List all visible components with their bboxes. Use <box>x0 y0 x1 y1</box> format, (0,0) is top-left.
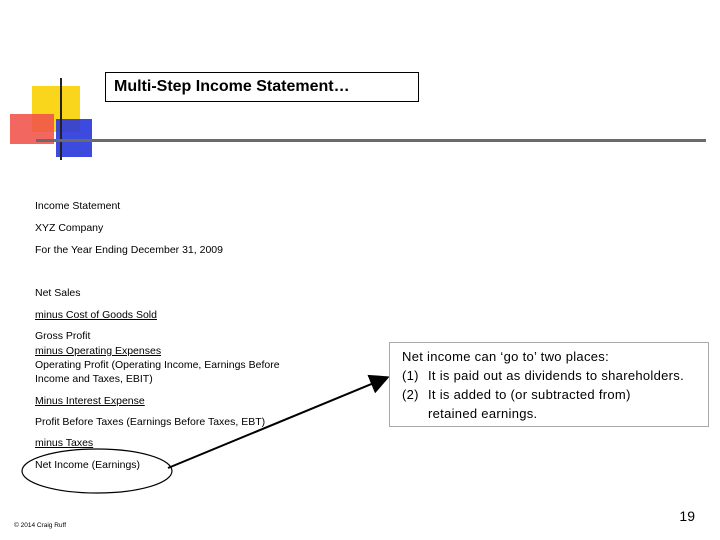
line-net-income: Net Income (Earnings) <box>35 459 141 471</box>
statement-company: XYZ Company <box>35 222 104 234</box>
line-taxes: minus Taxes <box>35 437 94 449</box>
note-item <box>402 366 698 385</box>
net-income-ellipse <box>22 449 172 493</box>
line-operating-profit-2: Income and Taxes, EBIT) <box>35 373 153 385</box>
statement-heading: Income Statement <box>35 200 121 212</box>
note-item-text: retained earnings. <box>428 406 538 421</box>
line-cogs: minus Cost of Goods Sold <box>35 309 157 321</box>
note-item-number: (2) <box>402 387 419 402</box>
note-item-text: It is paid out as dividends to shareholders. <box>428 368 685 383</box>
copyright-notice: © 2014 Craig Ruff <box>14 522 67 529</box>
note-item <box>402 404 698 423</box>
net-income-note <box>389 342 709 427</box>
line-gross-profit: Gross Profit <box>35 330 91 342</box>
statement-period: For the Year Ending December 31, 2009 <box>35 244 223 256</box>
slide-title-text: Multi-Step Income Statement… <box>114 78 350 95</box>
line-ebt: Profit Before Taxes (Earnings Before Taxes, EBT) <box>35 416 266 428</box>
line-operating-profit-1: Operating Profit (Operating Income, Earnings Before <box>35 359 280 371</box>
line-operating-expenses: minus Operating Expenses <box>35 345 162 357</box>
note-item-number <box>402 404 428 423</box>
note-item-text: It is added to (or subtracted from) <box>428 387 631 402</box>
arrow-to-note <box>168 378 386 468</box>
note-item-number: (1) <box>402 368 419 383</box>
line-interest-expense: Minus Interest Expense <box>35 395 145 407</box>
note-item <box>402 385 698 404</box>
line-net-sales: Net Sales <box>35 287 81 299</box>
page-number: 19 <box>679 508 695 524</box>
note-intro: Net income can ‘go to’ two places: <box>402 349 609 364</box>
